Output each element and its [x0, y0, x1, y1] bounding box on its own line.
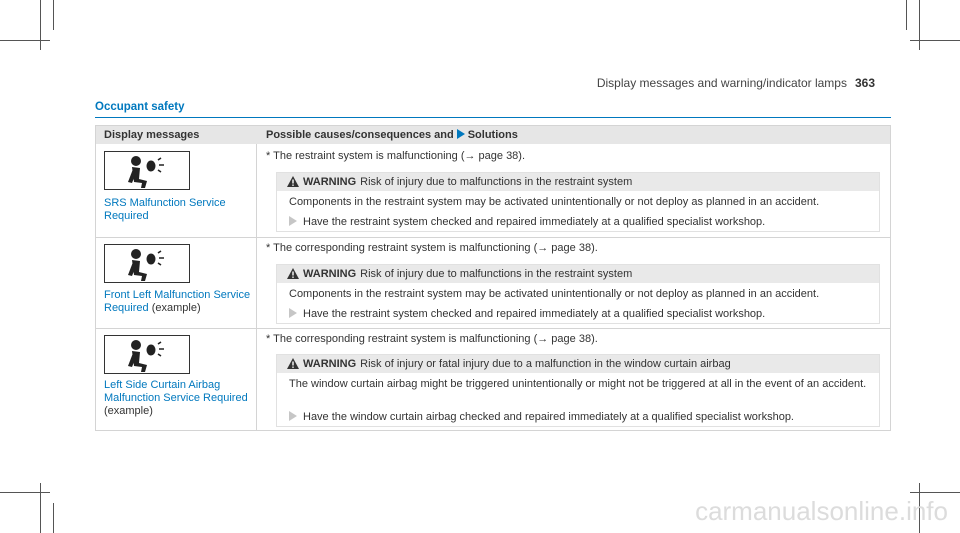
- running-header: [597, 76, 875, 90]
- crop-mark: [0, 40, 50, 41]
- crop-mark: [0, 492, 50, 493]
- table-row: [96, 144, 890, 237]
- warning-box: [276, 172, 880, 232]
- crop-mark: [919, 0, 920, 50]
- example-note: (example): [104, 405, 153, 417]
- display-message: [104, 379, 254, 418]
- warning-heading: [287, 268, 632, 280]
- cause-text: * The corresponding restraint system is malfunctioning (→ page 38).: [266, 333, 598, 345]
- solution-arrow-icon: [289, 308, 297, 318]
- airbag-warning-icon: [104, 335, 190, 374]
- warning-triangle-icon: [287, 358, 299, 369]
- solutions-header-text: Solutions: [467, 129, 518, 141]
- solution-text: [289, 411, 794, 423]
- warning-title: Risk of injury or fatal injury due to a malfunction in the window curtain airbag: [360, 358, 731, 370]
- column-header-display-messages: Display messages: [104, 129, 200, 141]
- warning-title: Risk of injury due to malfunctions in the restraint system: [360, 268, 633, 280]
- solution-text: [289, 216, 765, 228]
- example-note: (example): [151, 302, 201, 314]
- section-title: Occupant safety: [95, 101, 185, 113]
- warning-label: WARNING: [303, 358, 357, 370]
- crop-mark: [906, 0, 907, 30]
- warning-text: Components in the restraint system may be activated unintentionally or not deploy as planned in an accident.: [289, 196, 820, 208]
- display-message: [104, 197, 254, 223]
- solution-label: Have the restraint system checked and repaired immediately at a qualified specialist workshop.: [303, 216, 766, 228]
- warning-heading: [287, 176, 632, 188]
- solution-label: Have the window curtain airbag checked and repaired immediately at a qualified specialist workshop.: [303, 411, 794, 423]
- section-rule: [95, 117, 891, 118]
- airbag-warning-icon: [104, 244, 190, 283]
- crop-mark: [53, 0, 54, 30]
- warning-label: WARNING: [303, 268, 357, 280]
- warning-text: Components in the restraint system may be activated unintentionally or not deploy as planned in an accident.: [289, 288, 820, 300]
- display-messages-table: [95, 125, 891, 431]
- table-header: [96, 126, 890, 144]
- message-text: Front Left Malfunction Service Required: [104, 289, 251, 314]
- watermark: carmanualsonline.info: [695, 496, 948, 526]
- warning-text: The window curtain airbag might be triggered unintentionally or might not be triggered at all in the event of an accident.: [289, 378, 867, 390]
- solution-arrow-icon: [289, 411, 297, 421]
- solution-label: Have the restraint system checked and repaired immediately at a qualified specialist workshop.: [303, 308, 766, 320]
- crop-mark: [40, 483, 41, 533]
- message-text: SRS Malfunction Service Required: [104, 197, 226, 222]
- crop-mark: [910, 492, 960, 493]
- running-title: Display messages and warning/indicator lamps: [596, 76, 847, 90]
- warning-triangle-icon: [287, 268, 299, 279]
- table-row: [96, 238, 890, 328]
- causes-header-text: Possible causes/consequences and: [266, 129, 454, 141]
- cause-text: * The corresponding restraint system is malfunctioning (→ page 38).: [266, 242, 598, 254]
- crop-mark: [910, 40, 960, 41]
- airbag-warning-icon: [104, 151, 190, 190]
- crop-mark: [40, 0, 41, 50]
- solution-arrow-icon: [457, 129, 465, 139]
- warning-box: [276, 264, 880, 324]
- crop-mark: [53, 503, 54, 533]
- warning-box: [276, 354, 880, 427]
- warning-label: WARNING: [303, 176, 357, 188]
- display-message: [104, 289, 254, 315]
- column-header-causes: [266, 129, 518, 141]
- table-row: [96, 329, 890, 431]
- solution-text: [289, 308, 765, 320]
- solution-arrow-icon: [289, 216, 297, 226]
- message-text: Left Side Curtain Airbag Malfunction Service Required: [104, 379, 248, 404]
- cause-text: * The restraint system is malfunctioning (→ page 38).: [266, 150, 526, 162]
- warning-title: Risk of injury due to malfunctions in the restraint system: [360, 176, 633, 188]
- warning-heading: [287, 358, 731, 370]
- page-number: 363: [854, 76, 875, 90]
- warning-triangle-icon: [287, 176, 299, 187]
